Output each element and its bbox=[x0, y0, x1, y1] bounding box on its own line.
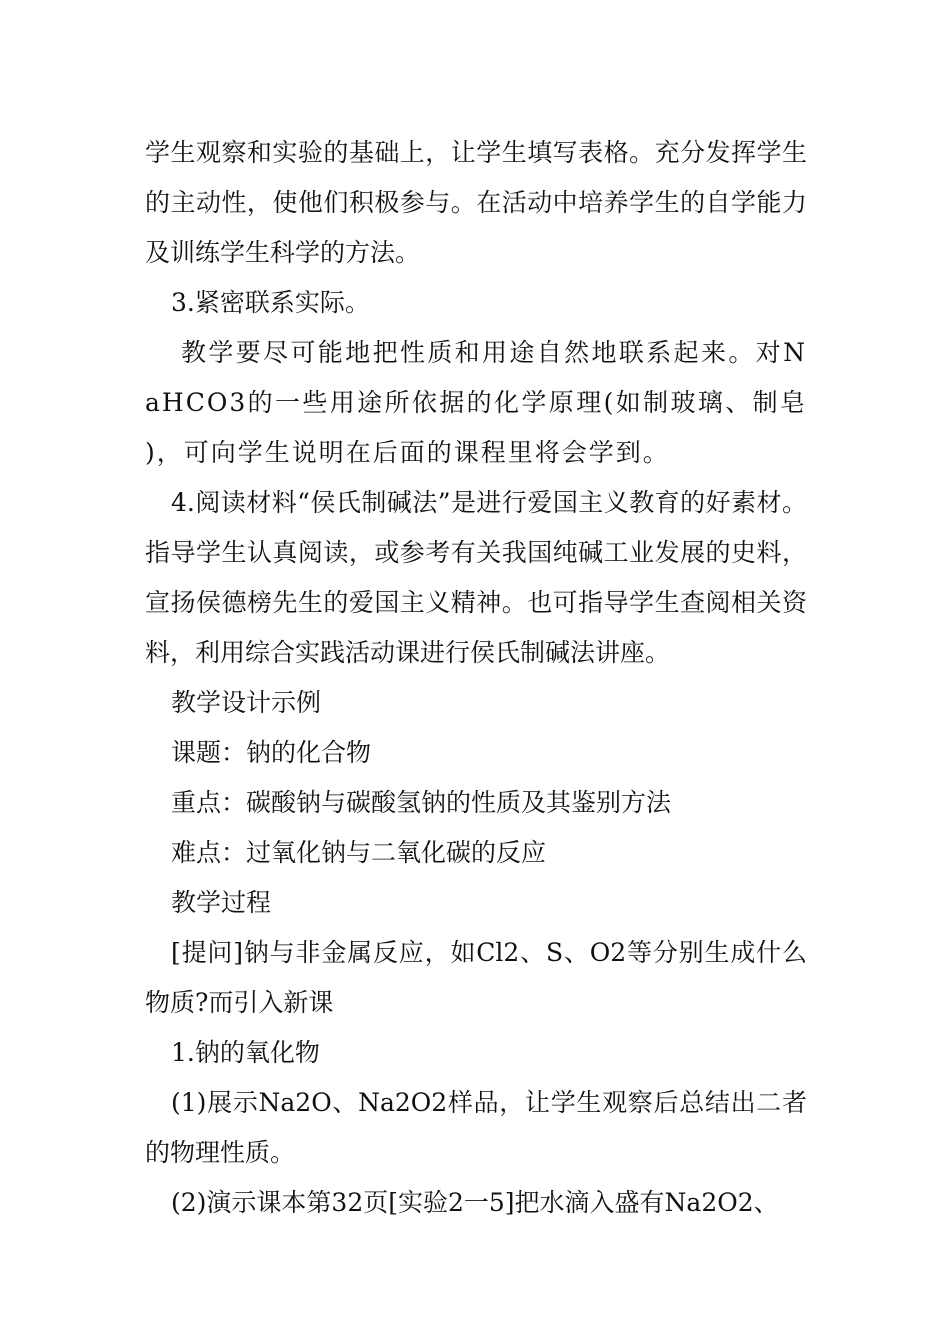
paragraph-5 bbox=[145, 678, 807, 728]
paragraph-8 bbox=[145, 828, 807, 878]
paragraph-6 bbox=[145, 728, 807, 778]
document-body bbox=[145, 128, 807, 1228]
paragraph-8-text: 难点：过氧化钠与二氧化碳的反应 bbox=[171, 838, 547, 867]
paragraph-5-text: 教学设计示例 bbox=[171, 688, 322, 717]
paragraph-2 bbox=[145, 278, 807, 328]
paragraph-1 bbox=[145, 128, 807, 278]
paragraph-9-text: 教学过程 bbox=[171, 888, 272, 917]
paragraph-3 bbox=[145, 328, 807, 478]
paragraph-7-text: 重点：碳酸钠与碳酸氢钠的性质及其鉴别方法 bbox=[171, 788, 672, 817]
paragraph-11-text: 1.钠的氧化物 bbox=[171, 1038, 320, 1067]
paragraph-12-text: (1)展示Na2O、Na2O2样品，让学生观察后总结出二者的物理性质。 bbox=[145, 1088, 807, 1167]
paragraph-10-text: [提问]钠与非金属反应，如Cl2、S、O2等分别生成什么物质?而引入新课 bbox=[145, 938, 807, 1017]
paragraph-10 bbox=[145, 928, 807, 1028]
paragraph-9 bbox=[145, 878, 807, 928]
paragraph-13-text: (2)演示课本第32页[实验2一5]把水滴入盛有Na2O2、 bbox=[171, 1188, 779, 1217]
paragraph-11 bbox=[145, 1028, 807, 1078]
paragraph-3-text: 教学要尽可能地把性质和用途自然地联系起来。对NaHCO3的一些用途所依据的化学原理(如制玻璃、制皂)，可向学生说明在后面的课程里将会学到。 bbox=[145, 338, 807, 467]
paragraph-4-text: 4.阅读材料“侯氏制碱法”是进行爱国主义教育的好素材。指导学生认真阅读，或参考有关我国纯碱工业发展的史料，宣扬侯德榜先生的爱国主义精神。也可指导学生查阅相关资料，利用综合实践活动课进行侯氏制碱法讲座。 bbox=[145, 488, 807, 667]
paragraph-12 bbox=[145, 1078, 807, 1178]
paragraph-7 bbox=[145, 778, 807, 828]
paragraph-1-text: 学生观察和实验的基础上，让学生填写表格。充分发挥学生的主动性，使他们积极参与。在活动中培养学生的自学能力及训练学生科学的方法。 bbox=[145, 138, 807, 267]
paragraph-6-text: 课题：钠的化合物 bbox=[171, 738, 372, 767]
paragraph-4 bbox=[145, 478, 807, 678]
paragraph-13 bbox=[145, 1178, 807, 1228]
paragraph-2-text: 3.紧密联系实际。 bbox=[171, 288, 370, 317]
